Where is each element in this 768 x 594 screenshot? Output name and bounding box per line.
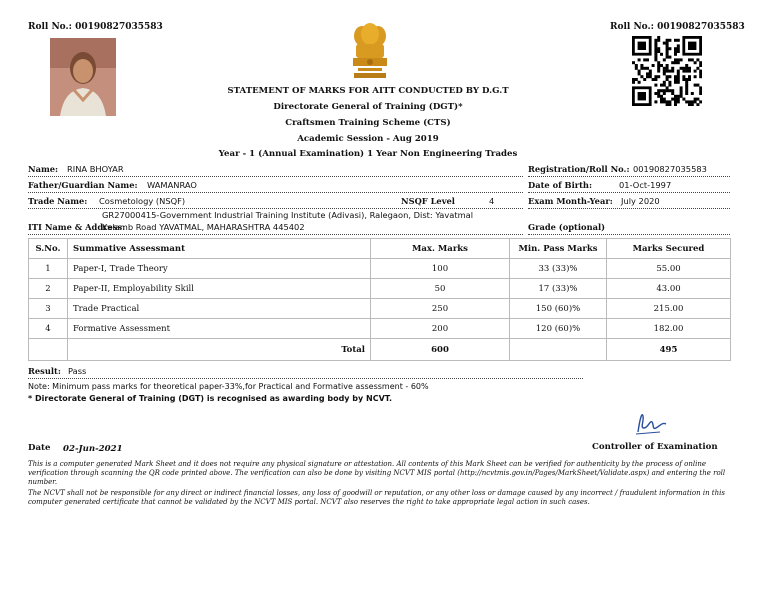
exam-label: Exam Month-Year: <box>528 196 613 206</box>
father-name: WAMANRAO <box>147 180 197 190</box>
grade-label: Grade (optional) <box>528 222 606 232</box>
session-title: Academic Session - Aug 2019 <box>297 134 439 144</box>
cell-min-pass: 120 (60)% <box>510 319 607 339</box>
cell-sno: 3 <box>29 299 68 319</box>
divider <box>28 208 523 209</box>
table-row <box>29 279 731 299</box>
registration-number: 00190827035583 <box>633 164 707 174</box>
total-max-marks: 600 <box>371 339 510 361</box>
total-row <box>29 339 731 361</box>
iti-address-line-2: Kalamb Road YAVATMAL, MAHARASHTRA 445402 <box>102 222 305 232</box>
roll-number-right: Roll No.: 00190827035583 <box>610 22 745 32</box>
iti-label: ITI Name & Address: <box>28 222 126 232</box>
roll-number-left: Roll No.: 00190827035583 <box>28 22 163 32</box>
divider <box>28 234 523 235</box>
cell-max-marks: 250 <box>371 299 510 319</box>
divider <box>528 176 730 177</box>
cell-empty <box>29 339 68 361</box>
header-sno: S.No. <box>29 239 68 259</box>
controller-of-examination: Controller of Examination <box>592 442 718 452</box>
date-label: Date <box>28 443 51 453</box>
date-of-birth: 01-Oct-1997 <box>619 180 672 190</box>
year-title: Year - 1 (Annual Examination) 1 Year Non Engineering Trades <box>218 149 518 159</box>
cell-assessment: Paper-II, Employability Skill <box>68 279 371 299</box>
table-header-row <box>29 239 731 259</box>
marks-table <box>28 238 731 361</box>
cell-max-marks: 50 <box>371 279 510 299</box>
divider <box>528 208 730 209</box>
header-assessment: Summative Assessmant <box>68 239 371 259</box>
divider <box>528 192 730 193</box>
emblem-icon <box>348 20 392 82</box>
cell-max-marks: 100 <box>371 259 510 279</box>
cell-sno: 2 <box>29 279 68 299</box>
trade-label: Trade Name: <box>28 196 88 206</box>
divider <box>528 234 730 235</box>
divider <box>28 192 523 193</box>
father-label: Father/Guardian Name: <box>28 180 138 190</box>
iti-address-line-1: GR27000415-Government Industrial Training Institute (Adivasi), Ralegaon, Dist: Yavatmal <box>102 210 474 220</box>
cell-min-pass: 33 (33)% <box>510 259 607 279</box>
divider <box>28 378 583 379</box>
name-label: Name: <box>28 164 59 174</box>
result-value: Pass <box>68 366 87 376</box>
statement-title: STATEMENT OF MARKS FOR AITT CONDUCTED BY D.G.T <box>227 86 509 96</box>
table-row <box>29 319 731 339</box>
cell-marks-secured: 215.00 <box>607 299 731 319</box>
header-max-marks: Max. Marks <box>371 239 510 259</box>
qr-code-icon <box>632 36 702 106</box>
candidate-name: RINA BHOYAR <box>67 164 124 174</box>
cell-marks-secured: 182.00 <box>607 319 731 339</box>
person-photo-icon <box>50 38 116 116</box>
result-label: Result: <box>28 366 61 376</box>
scheme-title: Craftsmen Training Scheme (CTS) <box>285 118 451 128</box>
pass-marks-note: Note: Minimum pass marks for theoretical paper-33%,for Practical and Formative assessment - 60% <box>28 382 429 391</box>
cell-marks-secured: 55.00 <box>607 259 731 279</box>
registration-label: Registration/Roll No.: <box>528 164 630 174</box>
signature-icon <box>630 408 670 438</box>
total-label: Total <box>68 339 371 361</box>
disclaimer-verification: This is a computer generated Mark Sheet and it does not require any physical signature or attestation. All contents of this Mark Sheet can be verified for authenticity by the process of online verification through scanning the QR code printed above. The verification can also be done by visiting NCVT MIS portal (http://ncvtmis.gov.in/Pages/MarkSheet/Validate.aspx) and entering the roll number. <box>28 460 726 486</box>
header-marks-secured: Marks Secured <box>607 239 731 259</box>
issue-date: 02-Jun-2021 <box>63 444 123 454</box>
dob-label: Date of Birth: <box>528 180 593 190</box>
cell-sno: 1 <box>29 259 68 279</box>
disclaimer-liability: The NCVT shall not be responsible for any direct or indirect financial losses, any loss of goodwill or reputation, or any other loss or damage caused by any incorrect / fraudulent information in this computer generated certificate that cannot be validated by the NCVT MIS portal. NCVT also reserves the right to take appropriate legal action in such cases. <box>28 489 725 506</box>
cell-assessment: Paper-I, Trade Theory <box>68 259 371 279</box>
dgt-title: Directorate General of Training (DGT)* <box>273 102 463 112</box>
cell-sno: 4 <box>29 319 68 339</box>
cell-assessment: Trade Practical <box>68 299 371 319</box>
cell-marks-secured: 43.00 <box>607 279 731 299</box>
cell-min-pass: 150 (60)% <box>510 299 607 319</box>
exam-month-year: July 2020 <box>621 196 660 206</box>
table-row <box>29 299 731 319</box>
nsqf-label: NSQF Level <box>401 196 455 206</box>
cell-empty <box>510 339 607 361</box>
candidate-photo <box>50 38 116 116</box>
total-marks-secured: 495 <box>607 339 731 361</box>
table-row <box>29 259 731 279</box>
cell-assessment: Formative Assessment <box>68 319 371 339</box>
cell-min-pass: 17 (33)% <box>510 279 607 299</box>
national-emblem <box>348 20 392 82</box>
trade-name: Cosmetology (NSQF) <box>99 196 186 206</box>
nsqf-level: 4 <box>489 196 495 206</box>
header-min-pass: Min. Pass Marks <box>510 239 607 259</box>
cell-max-marks: 200 <box>371 319 510 339</box>
signature <box>630 408 670 438</box>
divider <box>28 176 523 177</box>
dgt-recognition-note: * Directorate General of Training (DGT) is recognised as awarding body by NCVT. <box>28 394 393 403</box>
qr-code <box>632 36 702 106</box>
